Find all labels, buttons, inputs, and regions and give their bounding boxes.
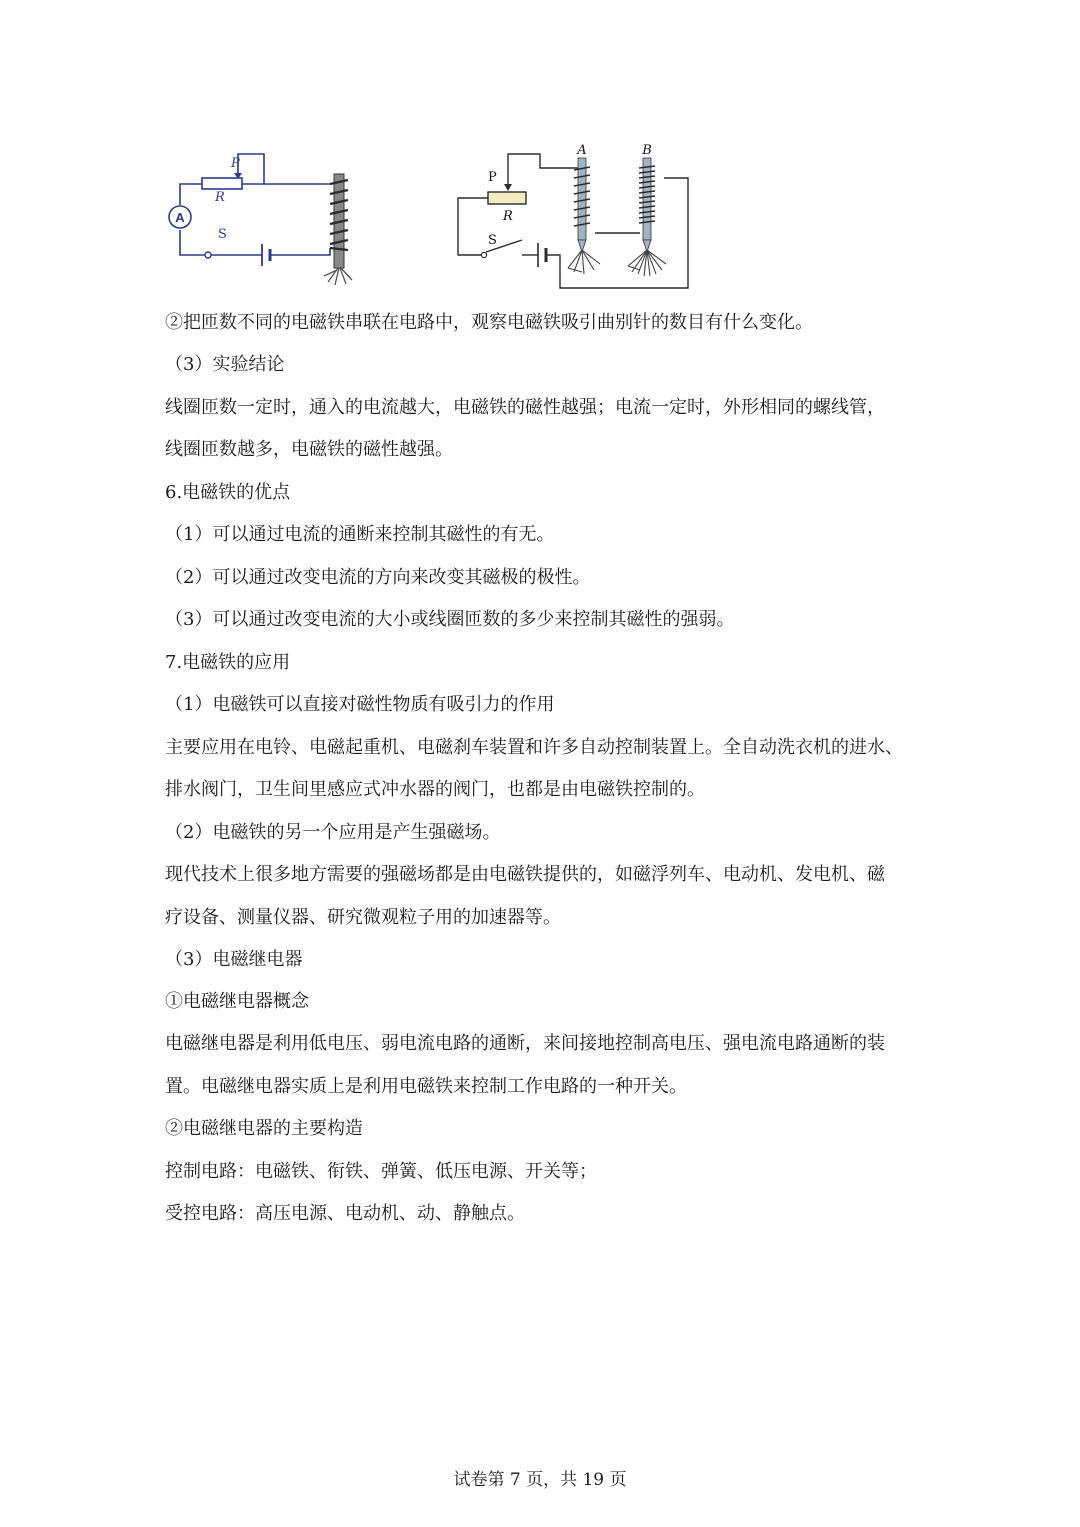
page-footer: 试卷第 7 页，共 19 页: [453, 1470, 627, 1490]
text-line: 线圈匝数一定时，通入的电流越大，电磁铁的磁性越强；电流一定时，外形相同的螺线管，: [165, 397, 885, 418]
switch-label-s: S: [218, 227, 227, 242]
text-line: 主要应用在电铃、电磁起重机、电磁刹车装置和许多自动控制装置上。全自动洗衣机的进水、: [165, 737, 903, 758]
circuit-diagram-two-electromagnets: [450, 140, 710, 295]
list-item: （2）电磁铁的另一个应用是产生强磁场。: [165, 822, 501, 843]
list-item: （2）可以通过改变电流的方向来改变其磁极的极性。: [165, 567, 591, 588]
text-line: 电磁继电器是利用低电压、弱电流电路的通断，来间接地控制高电压、强电流电路通断的装: [165, 1033, 885, 1054]
text-line: 线圈匝数越多，电磁铁的磁性越强。: [165, 439, 453, 460]
sub-heading: ②电磁继电器的主要构造: [165, 1118, 363, 1139]
circuit-diagram-single-electromagnet: [160, 140, 390, 290]
list-item: （1）电磁铁可以直接对磁性物质有吸引力的作用: [165, 694, 555, 715]
electromagnet-label-a: A: [577, 143, 587, 158]
switch-label-s: S: [488, 233, 497, 248]
text-line: 受控电路：高压电源、电动机、动、静触点。: [165, 1203, 525, 1224]
ammeter-label: A: [175, 210, 185, 225]
text-line: 现代技术上很多地方需要的强磁场都是由电磁铁提供的，如磁浮列车、电动机、发电机、磁: [165, 864, 885, 885]
rheostat-label-r: R: [215, 190, 225, 205]
rheostat-label-r: R: [503, 209, 513, 224]
section-heading: 7.电磁铁的应用: [165, 652, 291, 673]
list-item: （1）可以通过电流的通断来控制其磁性的有无。: [165, 524, 555, 545]
section-heading: 6.电磁铁的优点: [165, 482, 291, 503]
list-item: （3）电磁继电器: [165, 949, 303, 970]
electromagnet-label-b: B: [642, 143, 652, 158]
slider-label-p: P: [231, 156, 240, 171]
slider-label-p: P: [488, 170, 497, 185]
sub-heading: ①电磁继电器概念: [165, 991, 309, 1012]
list-item: （3）可以通过改变电流的大小或线圈匝数的多少来控制其磁性的强弱。: [165, 609, 735, 630]
section-heading: （3）实验结论: [165, 354, 285, 375]
circuit-figures: [160, 140, 720, 300]
text-line: 控制电路：电磁铁、衔铁、弹簧、低压电源、开关等；: [165, 1161, 597, 1182]
text-line: 置。电磁继电器实质上是利用电磁铁来控制工作电路的一种开关。: [165, 1076, 687, 1097]
text-line: 排水阀门，卫生间里感应式冲水器的阀门，也都是由电磁铁控制的。: [165, 779, 705, 800]
text-line: 疗设备、测量仪器、研究微观粒子用的加速器等。: [165, 907, 561, 928]
text-line: ②把匝数不同的电磁铁串联在电路中，观察电磁铁吸引曲别针的数目有什么变化。: [165, 312, 813, 333]
